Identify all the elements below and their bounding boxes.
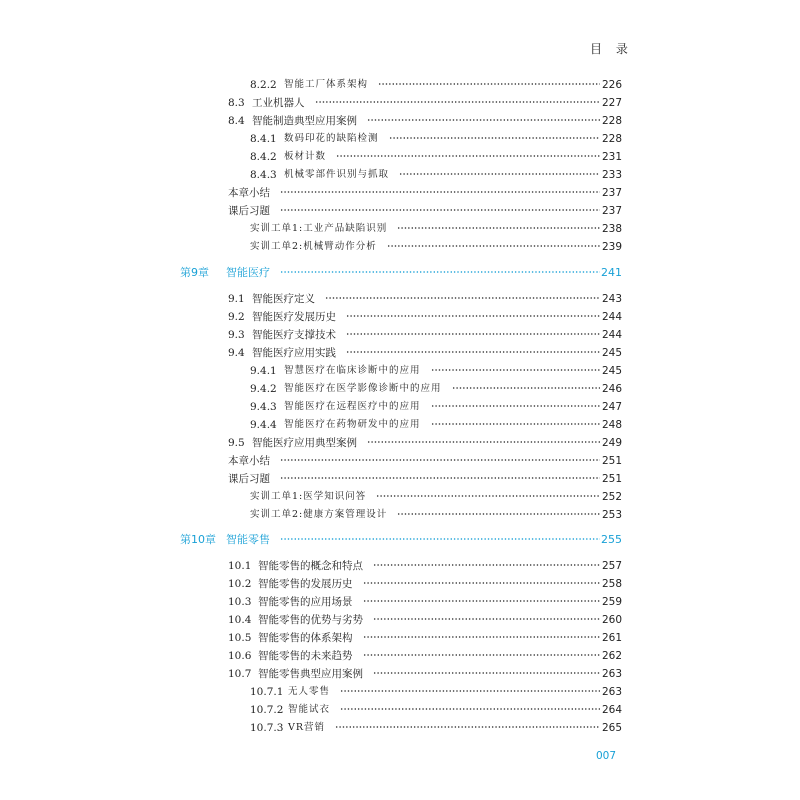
toc-entry-title: 智能医疗在远程医疗中的应用: [284, 401, 421, 412]
toc-entry-page: 244: [601, 311, 622, 323]
dot-leader: [373, 618, 600, 620]
dot-leader: [373, 672, 600, 674]
toc-entry-number: 9.1: [228, 293, 245, 305]
toc-entry-title: 智能零售的应用场景: [258, 596, 353, 608]
toc-entry-page: 245: [601, 365, 622, 377]
toc-entry[interactable]: [0, 506, 800, 524]
dot-leader: [389, 137, 600, 139]
toc-entry[interactable]: [0, 344, 800, 362]
toc-entry[interactable]: [0, 112, 800, 130]
toc-entry-title: 智能医疗定义: [252, 293, 315, 305]
toc-entry[interactable]: [0, 202, 800, 220]
dot-leader: [431, 369, 600, 371]
dot-leader: [280, 209, 600, 211]
toc-entry-page: 228: [601, 115, 622, 127]
toc-entry-title: VR营销: [288, 722, 326, 733]
toc-entry-title: 机械零部件识别与抓取: [284, 169, 390, 180]
toc-entry[interactable]: [0, 380, 800, 398]
toc-entry-number: 9.5: [228, 437, 245, 449]
toc-entry-page: 265: [601, 722, 622, 734]
toc-entry-title: 智能试衣: [288, 704, 331, 715]
toc-entry-title: 智能零售的优势与劣势: [258, 614, 363, 626]
dot-leader: [363, 600, 601, 602]
toc-entry-number: 10.7.1: [250, 686, 284, 698]
toc-entry[interactable]: [0, 701, 800, 719]
toc-entry[interactable]: [0, 488, 800, 506]
toc-entry-title: 本章小结: [228, 455, 270, 467]
toc-entry-page: 247: [601, 401, 622, 413]
toc-entry-title: 智能医疗在医学影像诊断中的应用: [284, 383, 442, 394]
toc-entry-page: 248: [601, 419, 622, 431]
toc-entry-title: 智能医疗发展历史: [252, 311, 336, 323]
toc-entry-title: 智能工厂体系架构: [284, 79, 369, 90]
toc-entry-number: 第9章: [180, 266, 209, 279]
toc-entry-title: 实训工单2:机械臂动作分析: [250, 241, 377, 252]
dot-leader: [280, 191, 600, 193]
toc-entry-page: 264: [601, 704, 622, 716]
toc-entry-title: 智能零售的发展历史: [258, 578, 353, 590]
toc-entry[interactable]: [0, 76, 800, 94]
toc-entry-title: 智能制造典型应用案例: [252, 115, 357, 127]
toc-entry[interactable]: [0, 398, 800, 416]
dot-leader: [397, 227, 600, 229]
toc-entry-number: 9.2: [228, 311, 245, 323]
toc-entry-title: 本章小结: [228, 187, 270, 199]
dot-leader: [431, 405, 600, 407]
toc-entry-page: 258: [601, 578, 622, 590]
toc-entry-title: 课后习题: [228, 205, 270, 217]
dot-leader: [280, 459, 600, 461]
toc-entry-page: 233: [601, 169, 622, 181]
dot-leader: [315, 101, 601, 103]
dot-leader: [376, 495, 600, 497]
toc-entry[interactable]: [0, 557, 800, 575]
toc-entry[interactable]: [0, 416, 800, 434]
toc-entry-number: 8.3: [228, 97, 245, 109]
toc-entry-page: 243: [601, 293, 622, 305]
dot-leader: [280, 538, 600, 540]
toc-entry[interactable]: [0, 238, 800, 256]
dot-leader: [373, 564, 600, 566]
toc-entry-page: 252: [601, 491, 622, 503]
toc-entry-number: 10.5: [228, 632, 252, 644]
toc-entry-title: 智能医疗: [226, 266, 270, 279]
toc-entry-title: 智慧医疗在临床诊断中的应用: [284, 365, 421, 376]
dot-leader: [387, 245, 600, 247]
toc-entry-number: 10.4: [228, 614, 252, 626]
toc-entry-number: 9.4.3: [250, 401, 277, 413]
dot-leader: [378, 83, 600, 85]
toc-entry-page: 251: [601, 473, 622, 485]
dot-leader: [325, 297, 600, 299]
dot-leader: [363, 636, 601, 638]
toc-entry-title: 实训工单1:医学知识问答: [250, 491, 367, 502]
toc-entry[interactable]: [0, 593, 800, 611]
toc-entry-title: 实训工单1:工业产品缺陷识别: [250, 223, 388, 234]
toc-entry-title: 智能零售典型应用案例: [258, 668, 363, 680]
toc-entry-title: 课后习题: [228, 473, 270, 485]
toc-entry-number: 9.3: [228, 329, 245, 341]
toc-entry-page: 237: [601, 187, 622, 199]
toc-entry[interactable]: [0, 148, 800, 166]
dot-leader: [335, 726, 600, 728]
toc-entry-number: 10.7: [228, 668, 252, 680]
toc-entry[interactable]: [0, 665, 800, 683]
toc-entry-page: 257: [601, 560, 622, 572]
toc-entry[interactable]: [0, 647, 800, 665]
toc-entry-page: 263: [601, 686, 622, 698]
toc-entry-page: 249: [601, 437, 622, 449]
toc-entry-title: 智能医疗应用实践: [252, 347, 336, 359]
toc-entry-page: 244: [601, 329, 622, 341]
toc-entry-page: 253: [601, 509, 622, 521]
toc-chapter-entry[interactable]: [0, 264, 800, 282]
toc-entry-page: 231: [601, 151, 622, 163]
dot-leader: [336, 155, 600, 157]
dot-leader: [280, 271, 600, 273]
toc-entry-page: 261: [601, 632, 622, 644]
toc-entry-page: 237: [601, 205, 622, 217]
toc-entry-title: 智能零售的未来趋势: [258, 650, 353, 662]
toc-entry-number: 10.6: [228, 650, 252, 662]
toc-entry[interactable]: [0, 220, 800, 238]
toc-entry-title: 无人零售: [288, 686, 331, 697]
toc-entry-title: 智能零售的概念和特点: [258, 560, 363, 572]
toc-entry-number: 8.4.3: [250, 169, 277, 181]
toc-entry-page: 228: [601, 133, 622, 145]
toc-entry-number: 10.7.2: [250, 704, 284, 716]
toc-entry-number: 8.2.2: [250, 79, 277, 91]
toc-entry-number: 8.4: [228, 115, 245, 127]
toc-entry-title: 智能零售的体系架构: [258, 632, 353, 644]
dot-leader: [340, 690, 600, 692]
toc-entry-page: 227: [601, 97, 622, 109]
toc-entry-number: 10.1: [228, 560, 252, 572]
toc-entry-title: 工业机器人: [252, 97, 305, 109]
toc-entry-title: 智能医疗支撑技术: [252, 329, 336, 341]
page-number: 007: [596, 750, 617, 762]
toc-entry-title: 板材计数: [284, 151, 327, 162]
toc-entry-number: 10.7.3: [250, 722, 284, 734]
toc-entry-number: 10.2: [228, 578, 252, 590]
dot-leader: [452, 387, 600, 389]
toc-entry-title: 数码印花的缺陷检测: [284, 133, 379, 144]
toc-entry-number: 9.4.4: [250, 419, 277, 431]
toc-entry[interactable]: [0, 611, 800, 629]
toc-entry-page: 246: [601, 383, 622, 395]
dot-leader: [399, 173, 600, 175]
toc-entry[interactable]: [0, 362, 800, 380]
dot-leader: [346, 351, 600, 353]
toc-entry-title: 智能医疗应用典型案例: [252, 437, 357, 449]
toc-entry-page: 255: [601, 533, 622, 546]
dot-leader: [431, 423, 600, 425]
dot-leader: [340, 708, 600, 710]
dot-leader: [363, 654, 601, 656]
toc-entry-number: 10.3: [228, 596, 252, 608]
dot-leader: [397, 513, 600, 515]
toc-entry[interactable]: [0, 434, 800, 452]
toc-entry-number: 9.4: [228, 347, 245, 359]
toc-entry-page: 238: [601, 223, 622, 235]
toc-entry[interactable]: [0, 184, 800, 202]
toc-entry[interactable]: [0, 452, 800, 470]
toc-entry-title: 实训工单2:健康方案管理设计: [250, 509, 388, 520]
toc-entry-page: 260: [601, 614, 622, 626]
toc-entry[interactable]: [0, 629, 800, 647]
toc-entry-number: 第10章: [180, 533, 216, 546]
toc-entry-title: 智能医疗在药物研发中的应用: [284, 419, 421, 430]
toc-entry-page: 239: [601, 241, 622, 253]
toc-entry[interactable]: [0, 326, 800, 344]
toc-entry[interactable]: [0, 683, 800, 701]
toc-entry-number: 8.4.1: [250, 133, 277, 145]
dot-leader: [363, 582, 601, 584]
dot-leader: [346, 333, 600, 335]
toc-entry-page: 226: [601, 79, 622, 91]
toc-entry-page: 251: [601, 455, 622, 467]
toc-entry-page: 241: [601, 266, 622, 279]
toc-entry[interactable]: [0, 719, 800, 737]
toc-entry[interactable]: [0, 130, 800, 148]
dot-leader: [346, 315, 600, 317]
toc-entry-page: 263: [601, 668, 622, 680]
toc-entry[interactable]: [0, 470, 800, 488]
toc-entry[interactable]: [0, 308, 800, 326]
toc-entry[interactable]: [0, 94, 800, 112]
dot-leader: [367, 119, 600, 121]
toc-chapter-entry[interactable]: [0, 531, 800, 549]
toc-entry[interactable]: [0, 290, 800, 308]
toc-entry-page: 245: [601, 347, 622, 359]
toc-entry-page: 262: [601, 650, 622, 662]
toc-entry-number: 8.4.2: [250, 151, 277, 163]
section-header: 目 录: [590, 42, 633, 56]
toc-entry[interactable]: [0, 575, 800, 593]
dot-leader: [367, 441, 600, 443]
toc-entry-number: 9.4.1: [250, 365, 277, 377]
toc-entry-title: 智能零售: [226, 533, 270, 546]
toc-entry-number: 9.4.2: [250, 383, 277, 395]
dot-leader: [280, 477, 600, 479]
toc-entry-page: 259: [601, 596, 622, 608]
toc-entry[interactable]: [0, 166, 800, 184]
